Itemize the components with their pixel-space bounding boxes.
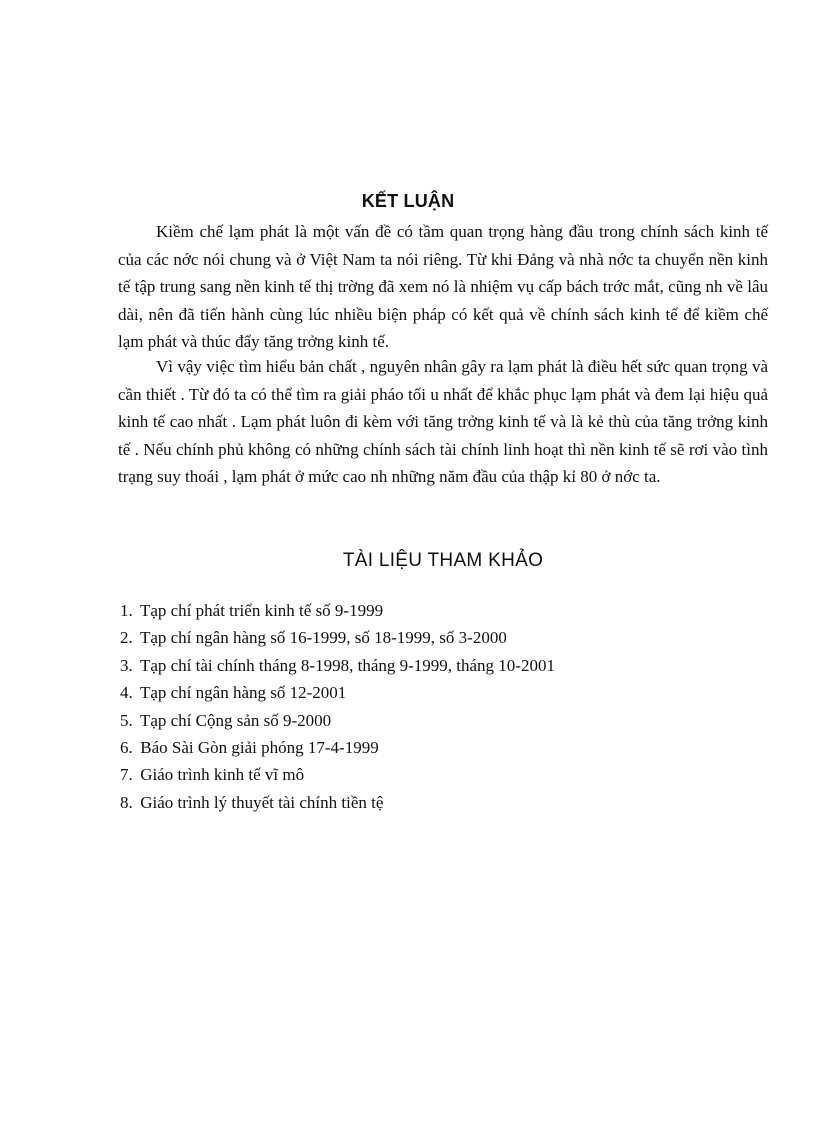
reference-number: 7. — [120, 765, 133, 785]
reference-item — [120, 679, 555, 706]
conclusion-paragraph-1: Kiềm chế lạm phát là một vấn đề có tầm quan trọng hàng đầu trong chính sách kinh tế của các nớc nói chung và ở Việt Nam ta nói riêng. Từ khi Đảng và nhà nớc ta chuyển nền kinh tế tập trung sang nền kinh tế thị trờng đã xem nó là nhiệm vụ cấp bách trớc mắt, cũng nh về lâu dài, nên đã tiến hành cùng lúc nhiều biện pháp có kết quả về chính sách kinh tế để kiềm chế lạm phát và thúc đẩy tăng trởng kinh tế. — [118, 222, 768, 351]
reference-item — [120, 707, 555, 734]
reference-text: Tạp chí phát triển kinh tế số 9-1999 — [139, 601, 384, 620]
reference-text: Báo Sài Gòn giải phóng 17-4-1999 — [140, 738, 379, 758]
reference-item — [120, 624, 555, 651]
reference-number: 8. — [120, 792, 133, 812]
reference-number: 6. — [120, 738, 133, 758]
reference-text: Giáo trình kinh tế vĩ mô — [140, 765, 305, 785]
reference-item — [120, 734, 555, 761]
reference-number: 1. — [120, 601, 133, 620]
reference-number: 3. — [120, 655, 133, 675]
reference-item — [120, 597, 555, 624]
reference-item — [120, 761, 555, 788]
reference-text: Tạp chí ngân hàng số 12-2001 — [139, 683, 347, 703]
conclusion-heading: KẾT LUẬN — [361, 191, 455, 211]
reference-text: Tạp chí Cộng sản số 9-2000 — [139, 710, 332, 730]
reference-number: 2. — [120, 628, 133, 648]
references-heading: TÀI LIỆU THAM KHẢO — [342, 550, 544, 571]
reference-list — [120, 597, 555, 816]
reference-text: Tạp chí ngân hàng số 16-1999, số 18-1999, số 3-2000 — [139, 628, 507, 648]
conclusion-paragraph-2: Vì vậy việc tìm hiểu bản chất , nguyên nhân gây ra lạm phát là điều hết sức quan trọng và cần thiết . Từ đó ta có thể tìm ra giải pháo tối u nhất để khắc phục lạm phát và đem lại hiệu quả kinh tế cao nhất . Lạm phát luôn đi kèm với tăng trởng kinh tế và là kẻ thù của tăng trởng kinh tế . Nếu chính phủ không có những chính sách tài chính linh hoạt thì nền kinh tế sẽ rơi vào tình trạng suy thoái , lạm phát ở mức cao nh những năm đầu của thập kỉ 80 ở nớc ta. — [118, 357, 768, 486]
reference-number: 4. — [120, 683, 133, 703]
reference-number: 5. — [120, 710, 133, 730]
reference-text: Giáo trình lý thuyết tài chính tiền tệ — [140, 792, 384, 812]
reference-item — [120, 652, 555, 679]
reference-text: Tạp chí tài chính tháng 8-1998, tháng 9-1999, tháng 10-2001 — [139, 655, 555, 675]
reference-item — [120, 789, 555, 816]
